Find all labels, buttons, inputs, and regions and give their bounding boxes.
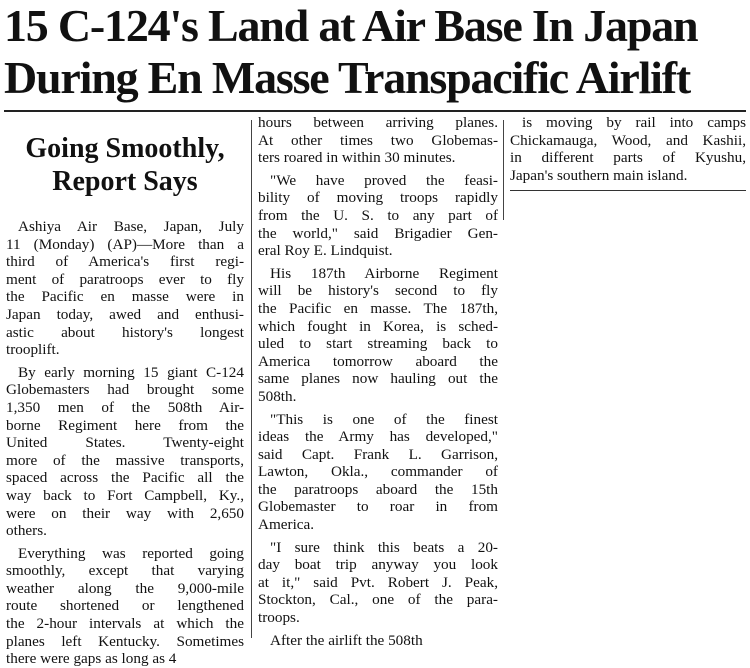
article-paragraph xyxy=(6,364,244,540)
article-paragraph xyxy=(6,218,244,359)
text-line: Chickamauga, Wood, and Kashii, xyxy=(510,131,746,149)
text-line: way back to Fort Campbell, Ky., xyxy=(6,486,244,504)
text-line: After the airlift the 508th xyxy=(270,631,423,649)
text-line: Ashiya Air Base, Japan, July xyxy=(18,218,244,235)
text-line: hours between arriving planes. xyxy=(258,114,498,131)
text-line: were on their way with 2,650 xyxy=(6,504,244,522)
text-line: Everything was reported going xyxy=(18,544,244,562)
text-line: His 187th Airborne Regiment xyxy=(270,264,498,282)
headline-rule xyxy=(4,110,746,112)
text-line: 508th. xyxy=(258,387,297,405)
text-line: third of America's first regi- xyxy=(6,253,244,271)
text-line: America. xyxy=(258,516,315,534)
text-line: bility of moving troops rapidly xyxy=(258,189,498,207)
text-line: the Pacific en masse were in xyxy=(6,288,244,306)
text-line: trooplift. xyxy=(6,341,60,359)
article-paragraph xyxy=(258,411,498,534)
headline-line-2: During En Masse Transpacific Airlift xyxy=(4,52,690,103)
article-paragraph xyxy=(258,632,498,650)
text-line: "This is one of the finest xyxy=(270,410,498,428)
text-line: smoothly, except that varying xyxy=(6,562,244,580)
article-column-3 xyxy=(510,114,746,191)
text-line: Globemasters had brought some xyxy=(6,381,244,399)
text-line: weather along the 9,000-mile xyxy=(6,579,244,597)
subheadline-line-1: Going Smoothly, xyxy=(25,133,225,164)
text-line: route shortened or lengthened xyxy=(6,597,244,615)
text-line: ideas the Army has developed," xyxy=(258,428,498,446)
article-paragraph xyxy=(258,172,498,260)
column-divider xyxy=(251,120,252,638)
text-line: "I sure think this beats a 20- xyxy=(270,538,498,556)
text-line: United States. Twenty-eight xyxy=(6,434,244,452)
text-line: By early morning 15 giant C-124 xyxy=(18,363,244,381)
text-line: said Capt. Frank L. Garrison, xyxy=(258,445,498,463)
text-line: the 2-hour intervals at which the xyxy=(6,615,244,633)
text-line: America tomorrow aboard the xyxy=(258,352,498,370)
text-line: borne Regiment here from the xyxy=(6,416,244,434)
text-line: is moving by rail into camps xyxy=(522,114,746,131)
text-line: there were gaps as long as 4 xyxy=(6,650,177,668)
text-line: uled to start streaming back to xyxy=(258,335,498,353)
column-3-box xyxy=(510,114,746,191)
text-line: day boat trip anyway you look xyxy=(258,556,498,574)
headline-line-1: 15 C-124's Land at Air Base In Japan xyxy=(4,0,698,51)
text-line: "We have proved the feasi- xyxy=(270,171,498,189)
article-column-2 xyxy=(258,114,498,649)
text-line: Globemaster to roar in from xyxy=(258,498,498,516)
text-line: the world," said Brigadier Gen- xyxy=(258,224,498,242)
text-line: in different parts of Kyushu, xyxy=(510,149,746,167)
subheadline xyxy=(6,132,244,198)
text-line: Lawton, Okla., commander of xyxy=(258,463,498,481)
text-line: Stockton, Cal., one of the para- xyxy=(258,591,498,609)
text-line: spaced across the Pacific all the xyxy=(6,469,244,487)
text-line: at it," said Pvt. Robert J. Peak, xyxy=(258,573,498,591)
text-line: will be history's second to fly xyxy=(258,282,498,300)
text-line: others. xyxy=(6,522,47,540)
text-line: At other times two Globemas- xyxy=(258,131,498,149)
article-paragraph xyxy=(510,114,746,184)
article-paragraph xyxy=(258,539,498,627)
headline xyxy=(4,0,746,104)
text-line: Japan's southern main island. xyxy=(510,166,688,184)
text-line: from the U. S. to any part of xyxy=(258,206,498,224)
text-line: the paratroops aboard the 15th xyxy=(258,480,498,498)
text-line: 1,350 men of the 508th Air- xyxy=(6,398,244,416)
text-line: more of the massive transports, xyxy=(6,451,244,469)
text-line: ment of paratroops ever to fly xyxy=(6,270,244,288)
subheadline-line-2: Report Says xyxy=(52,166,198,197)
text-line: which fought in Korea, is sched- xyxy=(258,317,498,335)
column-divider xyxy=(503,120,504,220)
article-paragraph xyxy=(6,545,244,668)
text-line: Japan today, awed and enthusi- xyxy=(6,305,244,323)
article-paragraph xyxy=(258,265,498,406)
text-line: 11 (Monday) (AP)—More than a xyxy=(6,235,244,253)
text-line: the Pacific en masse. The 187th, xyxy=(258,299,498,317)
article-column-1 xyxy=(6,114,244,668)
text-line: same planes now hauling out the xyxy=(258,370,498,388)
text-line: troops. xyxy=(258,609,300,627)
text-line: astic about history's longest xyxy=(6,323,244,341)
article-paragraph xyxy=(258,114,498,167)
text-line: ters roared in within 30 minutes. xyxy=(258,149,456,167)
text-line: planes left Kentucky. Sometimes xyxy=(6,632,244,650)
text-line: eral Roy E. Lindquist. xyxy=(258,242,393,260)
